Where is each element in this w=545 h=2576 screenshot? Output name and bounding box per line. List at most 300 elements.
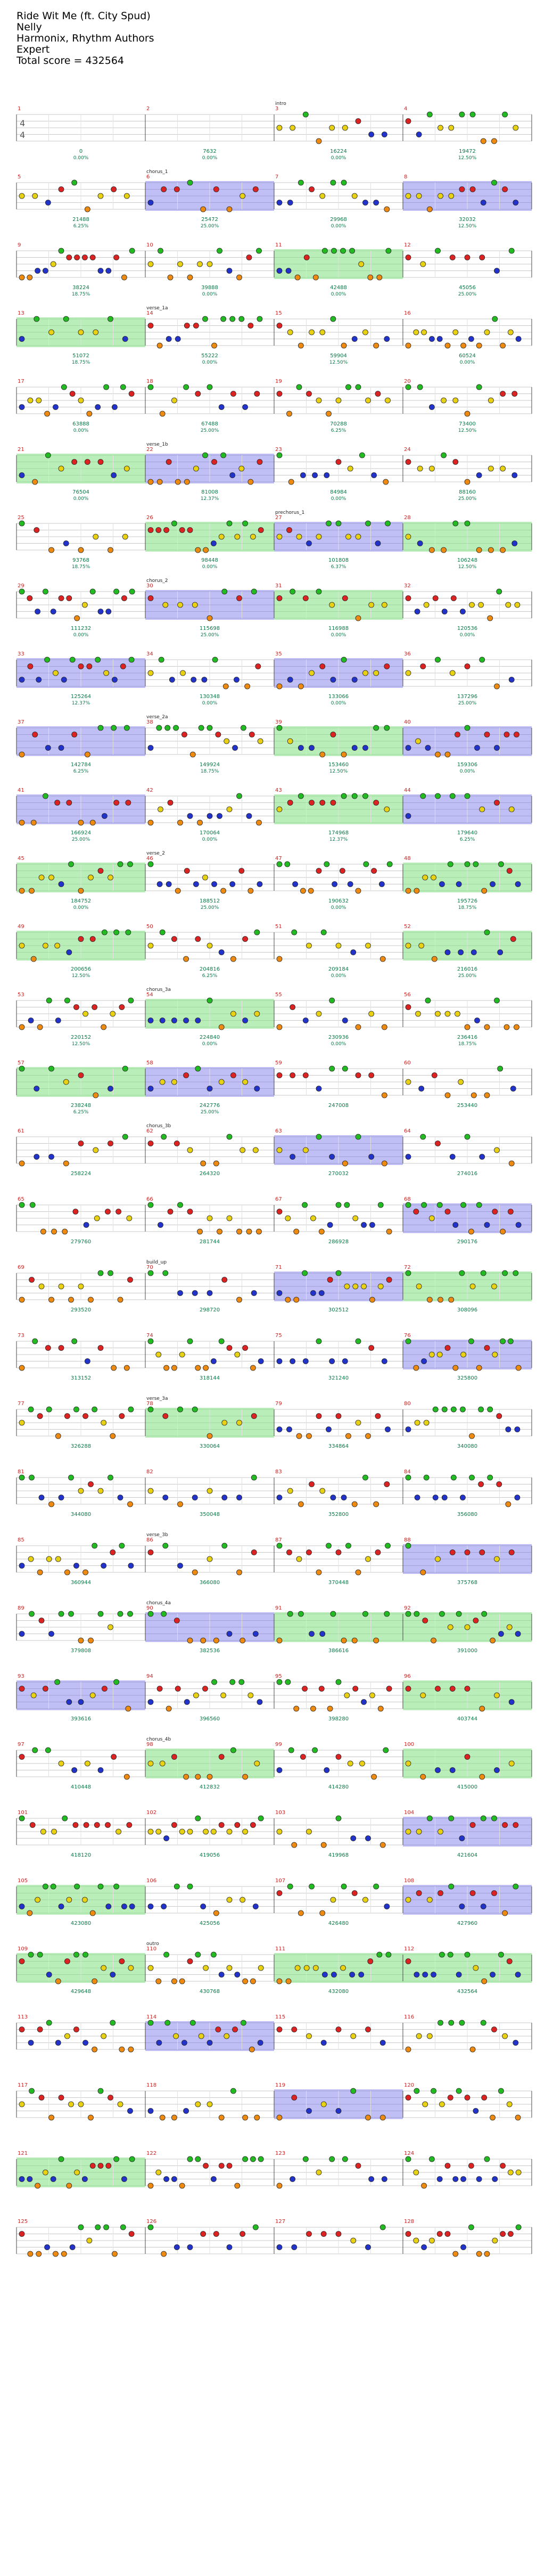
measure-score: 318144 xyxy=(199,1375,220,1381)
note-gem xyxy=(59,248,64,253)
song-artist: Nelly xyxy=(16,21,42,33)
note-gem xyxy=(316,1414,321,1419)
measure-number: 74 xyxy=(146,1333,153,1339)
measure-number: 20 xyxy=(404,379,411,384)
note-gem xyxy=(28,1952,34,1957)
chart-row xyxy=(16,998,532,1030)
note-gem xyxy=(336,2027,341,2032)
measure-number: 117 xyxy=(18,2082,28,2088)
note-gem xyxy=(502,187,508,192)
measure-score: 264320 xyxy=(199,1171,220,1177)
note-gem xyxy=(219,1339,224,1344)
note-gem xyxy=(300,888,305,893)
note-gem xyxy=(235,1352,240,1357)
note-gem xyxy=(104,670,109,676)
note-gem xyxy=(37,1414,43,1419)
note-gem xyxy=(88,1297,94,1302)
measure-percent: 0.00% xyxy=(459,769,475,774)
note-gem xyxy=(287,739,293,744)
note-gem xyxy=(171,1979,177,1984)
measure-score: 432564 xyxy=(457,1989,478,1995)
note-gem xyxy=(207,725,212,731)
note-gem xyxy=(46,1556,52,1562)
note-gem xyxy=(257,316,262,322)
note-gem xyxy=(178,1502,183,1507)
note-gem xyxy=(366,398,371,403)
chart-row xyxy=(16,2225,532,2257)
note-gem xyxy=(460,1407,465,1412)
measure-percent: 25.00% xyxy=(458,973,477,979)
note-gem xyxy=(108,1625,113,1630)
note-gem xyxy=(187,1829,193,1834)
measure-percent: 25.00% xyxy=(200,428,219,433)
note-gem xyxy=(105,1823,110,1828)
measure-score: 270032 xyxy=(328,1171,349,1177)
measure-number: 44 xyxy=(404,787,411,793)
note-gem xyxy=(195,1774,201,1779)
note-gem xyxy=(303,1359,308,1364)
note-gem xyxy=(51,261,56,267)
note-gem xyxy=(453,1365,458,1371)
note-gem xyxy=(98,2088,103,2094)
note-gem xyxy=(445,2163,450,2169)
measure-score: 93768 xyxy=(72,557,89,563)
measure-percent: 25.00% xyxy=(200,633,219,638)
note-gem xyxy=(470,2047,475,2052)
note-gem xyxy=(128,1277,133,1283)
measure-number: 87 xyxy=(275,1537,282,1543)
note-gem xyxy=(19,943,24,948)
note-gem xyxy=(369,1073,374,1078)
note-gem xyxy=(51,609,56,614)
note-gem xyxy=(465,862,470,867)
note-gem xyxy=(202,875,208,880)
measure-number: 24 xyxy=(404,447,411,453)
note-gem xyxy=(277,1768,282,1773)
note-gem xyxy=(277,725,282,731)
note-gem xyxy=(331,180,336,185)
note-gem xyxy=(356,1339,361,1344)
note-gem xyxy=(178,1563,183,1569)
measure-number: 56 xyxy=(404,992,411,998)
note-gem xyxy=(341,1884,346,1889)
note-gem xyxy=(128,862,133,867)
note-gem xyxy=(178,602,183,608)
measure-number: 2 xyxy=(146,106,150,112)
measure-score: 153460 xyxy=(328,762,349,768)
note-gem xyxy=(406,343,411,348)
note-gem xyxy=(195,1018,201,1023)
note-gem xyxy=(453,521,458,526)
note-gem xyxy=(445,950,450,955)
note-gem xyxy=(102,814,107,819)
note-gem xyxy=(406,1761,411,1766)
note-gem xyxy=(480,657,485,662)
measure-score: 76504 xyxy=(72,489,89,495)
note-gem xyxy=(82,602,87,608)
note-gem xyxy=(277,596,282,601)
note-gem xyxy=(119,2047,125,2052)
measure-percent: 6.25% xyxy=(73,1110,89,1115)
note-gem xyxy=(195,1952,201,1957)
note-gem xyxy=(492,1352,498,1357)
measure-percent: 0.00% xyxy=(331,1041,346,1047)
note-gem xyxy=(121,1904,127,1909)
note-gem xyxy=(72,180,77,185)
measure-percent: 12.50% xyxy=(458,428,477,433)
note-gem xyxy=(320,664,325,669)
note-gem xyxy=(303,2156,308,2162)
note-gem xyxy=(19,589,24,594)
note-gem xyxy=(319,1686,324,1692)
note-gem xyxy=(98,1488,103,1494)
note-gem xyxy=(498,862,503,867)
measure-score: 149924 xyxy=(199,762,220,768)
note-gem xyxy=(508,1209,513,1215)
note-gem xyxy=(406,670,411,676)
measure-number: 94 xyxy=(146,1673,153,1679)
note-gem xyxy=(309,1884,315,1889)
note-gem xyxy=(406,1270,411,1276)
note-gem xyxy=(246,1229,252,1234)
measure-score: 382536 xyxy=(199,1648,220,1654)
note-gem xyxy=(476,343,482,348)
measure-score: 375768 xyxy=(457,1580,478,1586)
note-gem xyxy=(366,2027,371,2032)
note-gem xyxy=(187,814,193,819)
chart-row xyxy=(16,1339,532,1371)
measure-score: 340080 xyxy=(457,1443,478,1449)
note-gem xyxy=(32,479,38,485)
note-gem xyxy=(82,2177,87,2182)
measure-number: 37 xyxy=(18,719,24,725)
measure-percent: 12.50% xyxy=(71,1041,90,1047)
note-gem xyxy=(492,1209,498,1215)
note-gem xyxy=(292,2245,297,2250)
note-gem xyxy=(156,725,162,731)
note-gem xyxy=(473,2109,478,2114)
note-gem xyxy=(98,1611,103,1617)
note-gem xyxy=(484,732,490,737)
note-gem xyxy=(287,330,293,335)
note-gem xyxy=(207,1216,212,1221)
note-gem xyxy=(442,1407,447,1412)
chart-row xyxy=(16,1611,532,1643)
measure-number: 102 xyxy=(146,1810,157,1816)
note-gem xyxy=(253,1904,258,1909)
note-gem xyxy=(122,534,128,539)
note-gem xyxy=(98,460,103,465)
note-gem xyxy=(324,473,329,478)
note-gem xyxy=(369,2177,374,2182)
note-gem xyxy=(346,1543,351,1548)
note-gem xyxy=(160,2115,165,2120)
note-gem xyxy=(497,1482,502,1487)
measure-number: 109 xyxy=(18,1946,28,1952)
measure-score: 426480 xyxy=(328,1921,349,1926)
note-gem xyxy=(441,398,447,403)
note-gem xyxy=(378,1202,383,1208)
note-gem xyxy=(277,1427,282,1432)
note-gem xyxy=(346,534,351,539)
chart-row xyxy=(16,2156,532,2188)
note-gem xyxy=(336,1550,341,1555)
note-gem xyxy=(277,1495,282,1500)
measure-percent: 0.00% xyxy=(202,701,218,706)
note-gem xyxy=(504,732,509,737)
note-gem xyxy=(433,1495,438,1500)
note-gem xyxy=(187,1959,193,1964)
note-gem xyxy=(75,616,80,621)
note-gem xyxy=(237,1420,242,1425)
note-gem xyxy=(423,2102,428,2107)
note-gem xyxy=(480,1774,485,1779)
note-gem xyxy=(28,664,33,669)
note-gem xyxy=(213,1638,219,1643)
note-gem xyxy=(49,2115,54,2120)
measure-percent: 0.00% xyxy=(331,973,346,979)
note-gem xyxy=(468,2225,474,2230)
note-gem xyxy=(331,732,336,737)
note-gem xyxy=(353,1216,358,1221)
note-gem xyxy=(19,2232,24,2237)
note-gem xyxy=(197,820,203,825)
note-gem xyxy=(509,677,514,683)
note-gem xyxy=(356,534,361,539)
note-gem xyxy=(108,875,113,880)
note-gem xyxy=(92,1979,97,1984)
note-gem xyxy=(75,2170,80,2175)
measure-number: 81 xyxy=(18,1469,24,1475)
note-gem xyxy=(470,1823,475,1828)
measure-score: 159306 xyxy=(457,762,478,768)
note-gem xyxy=(453,1223,458,1228)
note-gem xyxy=(243,1829,248,1834)
note-gem xyxy=(508,2170,513,2175)
chart-row xyxy=(16,1407,532,1439)
note-gem xyxy=(439,1611,444,1617)
note-gem xyxy=(316,1339,321,1344)
note-gem xyxy=(438,193,443,199)
note-gem xyxy=(500,343,506,348)
note-gem xyxy=(160,1079,165,1085)
note-gem xyxy=(55,1679,60,1685)
note-gem xyxy=(78,937,84,942)
note-gem xyxy=(320,1631,325,1637)
note-gem xyxy=(148,2183,153,2188)
measure-score: 19472 xyxy=(459,149,476,154)
note-gem xyxy=(307,541,312,546)
note-gem xyxy=(491,1891,497,1896)
note-gem xyxy=(475,745,480,751)
note-gem xyxy=(67,950,72,955)
section-label: intro xyxy=(275,101,286,106)
note-gem xyxy=(380,956,385,962)
note-gem xyxy=(406,384,411,390)
note-gem xyxy=(456,882,461,887)
note-gem xyxy=(508,1339,513,1344)
measure-number: 62 xyxy=(146,1128,153,1134)
note-gem xyxy=(277,534,282,539)
note-gem xyxy=(78,1700,84,1705)
note-gem xyxy=(319,1291,324,1296)
note-gem xyxy=(224,2033,229,2039)
note-gem xyxy=(101,1965,106,1971)
note-gem xyxy=(298,745,303,751)
note-gem xyxy=(27,596,32,601)
note-gem xyxy=(277,1543,282,1548)
note-gem xyxy=(480,1706,485,1711)
note-gem xyxy=(488,616,493,621)
note-gem xyxy=(322,1972,327,1978)
note-gem xyxy=(406,255,411,260)
note-gem xyxy=(161,1134,167,1139)
note-gem xyxy=(90,1693,95,1698)
measure-score: 391000 xyxy=(457,1648,478,1654)
note-gem xyxy=(219,1079,224,1085)
measure-number: 61 xyxy=(18,1128,24,1134)
note-gem xyxy=(484,1223,490,1228)
measure-score: 190632 xyxy=(328,898,349,904)
note-gem xyxy=(148,1141,153,1146)
note-gem xyxy=(190,752,195,757)
note-gem xyxy=(300,1754,305,1760)
note-gem xyxy=(171,937,177,942)
section-label: chorus_3a xyxy=(146,987,171,992)
note-gem xyxy=(288,1748,294,1753)
measure-percent: 25.00% xyxy=(458,292,477,297)
note-gem xyxy=(316,1011,321,1016)
note-gem xyxy=(230,473,235,478)
note-gem xyxy=(92,1407,97,1412)
measure-score: 98448 xyxy=(201,557,218,563)
note-gem xyxy=(316,868,321,874)
note-gem xyxy=(465,411,470,416)
measure-score: 16224 xyxy=(330,149,347,154)
note-gem xyxy=(165,2020,170,2025)
note-gem xyxy=(344,1202,350,1208)
note-gem xyxy=(491,2027,497,2032)
note-gem xyxy=(52,1229,57,1234)
measure-number: 11 xyxy=(275,242,282,248)
chart-row xyxy=(16,180,532,212)
note-gem xyxy=(63,541,69,546)
note-gem xyxy=(490,2115,496,2120)
song-charter: Harmonix, Rhythm Authors xyxy=(16,32,154,44)
measure-score: 379808 xyxy=(70,1648,92,1654)
measure-number: 80 xyxy=(404,1401,411,1407)
note-gem xyxy=(191,677,196,683)
measure-number: 33 xyxy=(18,651,24,657)
measure-number: 70 xyxy=(146,1265,153,1270)
note-gem xyxy=(32,732,38,737)
note-gem xyxy=(435,1011,441,1016)
note-gem xyxy=(435,1686,441,1692)
measure-number: 112 xyxy=(404,1946,415,1952)
note-gem xyxy=(416,132,422,137)
note-gem xyxy=(406,596,411,601)
chart-row xyxy=(16,1952,532,1984)
note-gem xyxy=(406,1005,411,1010)
note-gem xyxy=(114,2156,119,2162)
note-gem xyxy=(287,800,293,806)
note-gem xyxy=(157,343,162,348)
note-gem xyxy=(500,2163,506,2169)
note-gem xyxy=(28,398,33,403)
note-gem xyxy=(348,466,353,471)
note-gem xyxy=(197,1229,203,1234)
note-gem xyxy=(85,1761,90,1766)
note-gem xyxy=(46,1972,52,1978)
note-gem xyxy=(414,2088,419,2094)
note-gem xyxy=(476,547,482,553)
measure-score: 330064 xyxy=(199,1443,220,1449)
note-gem xyxy=(27,2177,32,2182)
note-gem xyxy=(516,337,521,342)
measure-score: 247008 xyxy=(328,1103,349,1109)
measure-percent: 12.50% xyxy=(71,973,90,979)
note-gem xyxy=(253,2225,258,2230)
measure-number: 1 xyxy=(18,106,21,112)
measure-score: 0 xyxy=(79,149,83,154)
note-gem xyxy=(450,1154,455,1160)
note-gem xyxy=(254,930,260,935)
note-gem xyxy=(59,882,64,887)
note-gem xyxy=(78,330,84,335)
note-gem xyxy=(243,937,248,942)
note-gem xyxy=(239,1679,244,1685)
note-gem xyxy=(221,1693,226,1698)
note-gem xyxy=(386,1952,391,1957)
note-gem xyxy=(49,875,54,880)
measure-number: 96 xyxy=(404,1673,411,1679)
note-gem xyxy=(160,1761,165,1766)
note-gem xyxy=(158,1223,163,1228)
note-gem xyxy=(316,2170,321,2175)
note-gem xyxy=(237,1229,242,1234)
note-gem xyxy=(156,2170,161,2175)
note-gem xyxy=(119,1959,125,1964)
note-gem xyxy=(248,888,253,893)
note-gem xyxy=(126,930,131,935)
note-gem xyxy=(161,187,167,192)
measure-score: 242776 xyxy=(199,1103,220,1109)
note-gem xyxy=(341,752,346,757)
note-gem xyxy=(227,1897,232,1902)
note-gem xyxy=(484,2156,490,2162)
note-gem xyxy=(164,2177,169,2182)
note-gem xyxy=(294,1229,299,1234)
note-gem xyxy=(498,950,503,955)
measure-score: 179640 xyxy=(457,830,478,836)
note-gem xyxy=(468,337,474,342)
note-gem xyxy=(98,609,103,614)
note-gem xyxy=(359,1972,364,1978)
measure-percent: 6.25% xyxy=(202,973,218,979)
note-gem xyxy=(19,275,24,280)
note-gem xyxy=(307,2109,312,2114)
note-gem xyxy=(104,384,109,390)
note-gem xyxy=(108,2095,113,2101)
note-gem xyxy=(59,1284,64,1289)
note-gem xyxy=(459,1270,465,1276)
note-gem xyxy=(406,2095,411,2101)
note-gem xyxy=(352,1502,357,1507)
note-gem xyxy=(351,2033,356,2039)
measure-number: 119 xyxy=(275,2082,286,2088)
note-gem xyxy=(184,1700,189,1705)
note-gem xyxy=(45,453,51,458)
